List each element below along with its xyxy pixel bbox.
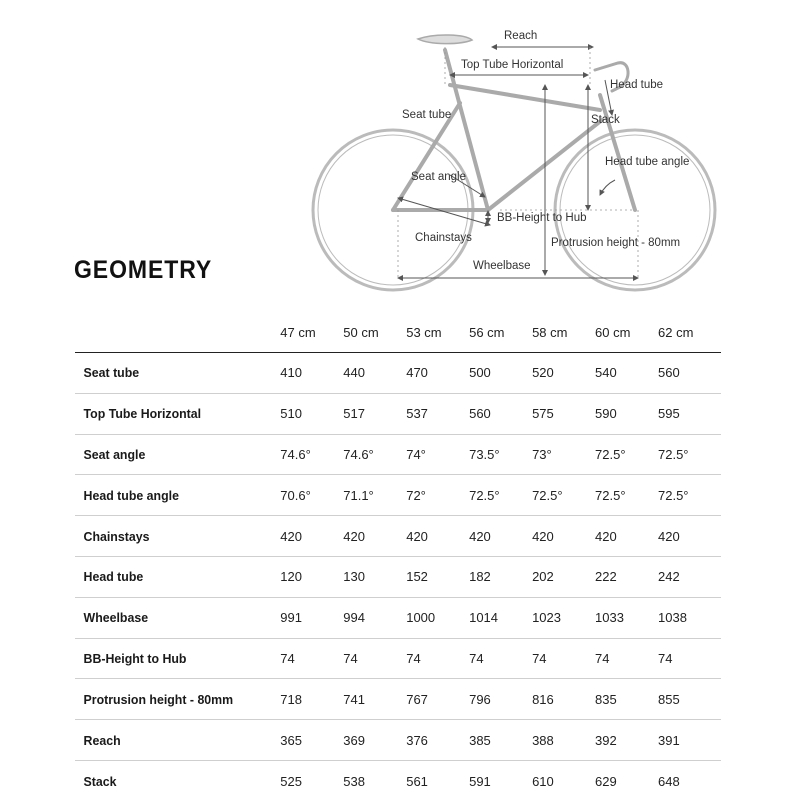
table-cell: 74 bbox=[469, 638, 532, 679]
table-cell: 74 bbox=[658, 638, 721, 679]
table-cell: 420 bbox=[406, 516, 469, 557]
table-row bbox=[75, 516, 721, 557]
table-cell: 74 bbox=[532, 638, 595, 679]
table-cell: 72.5° bbox=[532, 475, 595, 516]
table-cell: 74 bbox=[406, 638, 469, 679]
table-cell: 72.5° bbox=[595, 434, 658, 475]
table-row bbox=[75, 597, 721, 638]
size-header: 56 cm bbox=[469, 310, 532, 353]
seat-tube-label: Seat tube bbox=[402, 110, 451, 122]
table-cell: 385 bbox=[469, 720, 532, 761]
wheelbase-label: Wheelbase bbox=[473, 261, 531, 273]
row-label: Top Tube Horizontal bbox=[75, 393, 270, 434]
table-row bbox=[75, 720, 721, 761]
table-cell: 74 bbox=[595, 638, 658, 679]
top-tube-label: Top Tube Horizontal bbox=[461, 60, 563, 72]
row-label: Protrusion height - 80mm bbox=[75, 679, 270, 720]
table-cell: 388 bbox=[532, 720, 595, 761]
table-row bbox=[75, 679, 721, 720]
table-cell: 595 bbox=[658, 393, 721, 434]
table-cell: 718 bbox=[280, 679, 343, 720]
size-header: 60 cm bbox=[595, 310, 658, 353]
table-cell: 420 bbox=[532, 516, 595, 557]
table-row bbox=[75, 638, 721, 679]
table-cell: 391 bbox=[658, 720, 721, 761]
table-cell: 510 bbox=[280, 393, 343, 434]
table-cell: 1000 bbox=[406, 597, 469, 638]
table-cell: 561 bbox=[406, 760, 469, 801]
table-cell: 500 bbox=[469, 353, 532, 394]
table-cell: 470 bbox=[406, 353, 469, 394]
table-cell: 517 bbox=[343, 393, 406, 434]
table-cell: 74.6° bbox=[280, 434, 343, 475]
table-cell: 610 bbox=[532, 760, 595, 801]
table-row bbox=[75, 556, 721, 597]
table-cell: 222 bbox=[595, 556, 658, 597]
table-cell: 202 bbox=[532, 556, 595, 597]
row-label: Seat angle bbox=[75, 434, 270, 475]
seat-angle-label: Seat angle bbox=[411, 172, 466, 184]
table-cell: 72.5° bbox=[595, 475, 658, 516]
table-cell: 1023 bbox=[532, 597, 595, 638]
chainstays-label: Chainstays bbox=[415, 233, 472, 245]
table-cell: 72° bbox=[406, 475, 469, 516]
header-corner bbox=[75, 310, 280, 353]
row-label: Seat tube bbox=[75, 353, 270, 394]
geometry-table bbox=[75, 310, 721, 801]
table-cell: 591 bbox=[469, 760, 532, 801]
table-cell: 767 bbox=[406, 679, 469, 720]
reach-label: Reach bbox=[504, 31, 537, 43]
table-cell: 420 bbox=[280, 516, 343, 557]
table-cell: 525 bbox=[280, 760, 343, 801]
table-cell: 73° bbox=[532, 434, 595, 475]
size-header: 62 cm bbox=[658, 310, 721, 353]
table-cell: 796 bbox=[469, 679, 532, 720]
table-cell: 74 bbox=[343, 638, 406, 679]
table-cell: 130 bbox=[343, 556, 406, 597]
page-title: GEOMETRY bbox=[74, 256, 212, 285]
table-cell: 440 bbox=[343, 353, 406, 394]
table-cell: 120 bbox=[280, 556, 343, 597]
table-cell: 1038 bbox=[658, 597, 721, 638]
saddle bbox=[418, 35, 472, 44]
table-cell: 816 bbox=[532, 679, 595, 720]
table-cell: 741 bbox=[343, 679, 406, 720]
table-cell: 629 bbox=[595, 760, 658, 801]
row-label: Wheelbase bbox=[75, 597, 270, 638]
table-cell: 991 bbox=[280, 597, 343, 638]
row-label: Head tube bbox=[75, 556, 270, 597]
table-cell: 72.5° bbox=[658, 475, 721, 516]
table-cell: 376 bbox=[406, 720, 469, 761]
head-tube-angle-label: Head tube angle bbox=[605, 157, 689, 169]
table-cell: 74° bbox=[406, 434, 469, 475]
table-cell: 1014 bbox=[469, 597, 532, 638]
table-cell: 648 bbox=[658, 760, 721, 801]
table-cell: 420 bbox=[658, 516, 721, 557]
table-cell: 560 bbox=[469, 393, 532, 434]
table-cell: 420 bbox=[595, 516, 658, 557]
row-label: Stack bbox=[75, 760, 270, 801]
table-cell: 420 bbox=[343, 516, 406, 557]
row-label: Reach bbox=[75, 720, 270, 761]
size-header: 58 cm bbox=[532, 310, 595, 353]
bike-geometry-diagram bbox=[300, 25, 740, 290]
table-header-row bbox=[75, 310, 721, 353]
table-cell: 520 bbox=[532, 353, 595, 394]
size-header: 47 cm bbox=[280, 310, 343, 353]
table-cell: 74 bbox=[280, 638, 343, 679]
head-tube-label: Head tube bbox=[610, 80, 663, 92]
table-cell: 994 bbox=[343, 597, 406, 638]
table-cell: 410 bbox=[280, 353, 343, 394]
table-cell: 73.5° bbox=[469, 434, 532, 475]
table-cell: 540 bbox=[595, 353, 658, 394]
table-cell: 835 bbox=[595, 679, 658, 720]
table-cell: 70.6° bbox=[280, 475, 343, 516]
table-cell: 72.5° bbox=[658, 434, 721, 475]
size-header: 50 cm bbox=[343, 310, 406, 353]
row-label: Chainstays bbox=[75, 516, 270, 557]
table-cell: 855 bbox=[658, 679, 721, 720]
bb-height-label: BB-Height to Hub bbox=[497, 213, 587, 225]
row-label: BB-Height to Hub bbox=[75, 638, 270, 679]
table-row bbox=[75, 475, 721, 516]
table-row bbox=[75, 760, 721, 801]
table-cell: 242 bbox=[658, 556, 721, 597]
table-cell: 537 bbox=[406, 393, 469, 434]
size-header: 53 cm bbox=[406, 310, 469, 353]
bike-frame bbox=[393, 50, 635, 210]
table-cell: 590 bbox=[595, 393, 658, 434]
table-cell: 1033 bbox=[595, 597, 658, 638]
table-cell: 369 bbox=[343, 720, 406, 761]
table-cell: 71.1° bbox=[343, 475, 406, 516]
table-cell: 182 bbox=[469, 556, 532, 597]
table-cell: 365 bbox=[280, 720, 343, 761]
table-cell: 74.6° bbox=[343, 434, 406, 475]
table-cell: 72.5° bbox=[469, 475, 532, 516]
table-cell: 420 bbox=[469, 516, 532, 557]
row-label: Head tube angle bbox=[75, 475, 270, 516]
table-row bbox=[75, 434, 721, 475]
table-cell: 560 bbox=[658, 353, 721, 394]
table-cell: 575 bbox=[532, 393, 595, 434]
table-cell: 538 bbox=[343, 760, 406, 801]
table-row bbox=[75, 353, 721, 394]
stack-label: Stack bbox=[591, 115, 620, 127]
protrusion-label: Protrusion height - 80mm bbox=[551, 238, 680, 250]
table-cell: 152 bbox=[406, 556, 469, 597]
table-cell: 392 bbox=[595, 720, 658, 761]
table-body bbox=[75, 353, 721, 801]
table-row bbox=[75, 393, 721, 434]
